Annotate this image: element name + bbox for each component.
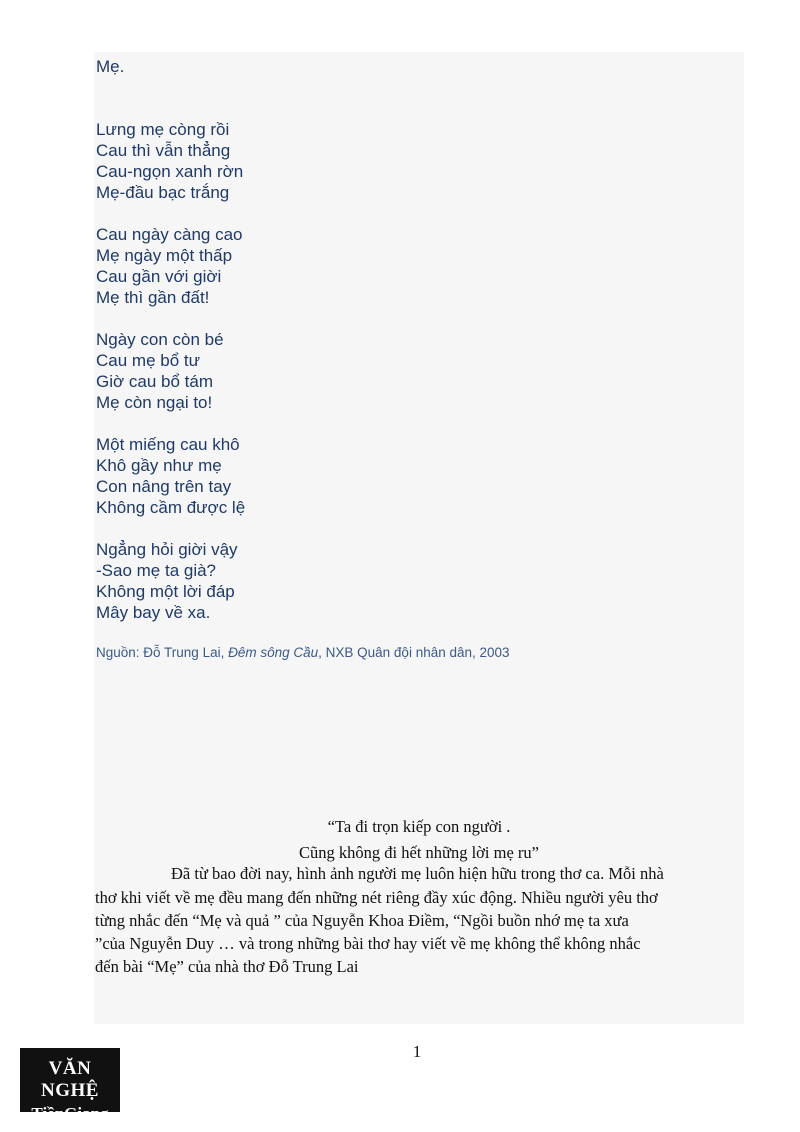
van-nghe-tien-giang-logo [20, 1048, 120, 1123]
poem-line: Cau gần với giời [96, 267, 222, 286]
poem-line: Lưng mẹ còng rồi [96, 120, 230, 139]
logo-line-1: VĂN NGHỆ [41, 1058, 99, 1101]
poem [96, 56, 245, 644]
poem-line: Cau thì vẫn thẳng [96, 141, 231, 160]
poem-source [96, 645, 510, 660]
poem-title: Mẹ. [96, 57, 125, 76]
poem-stanza [96, 329, 245, 413]
poem-stanza [96, 119, 245, 203]
poem-line: Không cầm được lệ [96, 498, 246, 517]
poem-line: Mẹ-đầu bạc trắng [96, 183, 230, 202]
poem-line: Không một lời đáp [96, 582, 235, 601]
source-prefix: Nguồn: Đỗ Trung Lai, [96, 645, 229, 660]
poem-line: Cau-ngọn xanh rờn [96, 162, 244, 181]
poem-line: Khô gầy như mẹ [96, 456, 222, 475]
poem-stanza [96, 434, 245, 518]
poem-line: -Sao mẹ ta già? [96, 561, 217, 580]
essay-line: từng nhắc đến “Mẹ và quả ” của Nguyễn Khoa Điềm, “Ngồi buồn nhớ mẹ ta xưa [95, 911, 629, 930]
poem-line: Ngày con còn bé [96, 330, 224, 349]
essay-line: đến bài “Mẹ” của nhà thơ Đỗ Trung Lai [95, 957, 359, 976]
essay-line: thơ khi viết về mẹ đều mang đến những nét riêng đầy xúc động. Nhiều người yêu thơ [95, 888, 658, 907]
source-suffix: , NXB Quân đội nhân dân, 2003 [318, 645, 510, 660]
epigraph-line-2: Cũng không đi hết những lời mẹ ru” [299, 843, 539, 862]
poem-line: Mẹ thì gần đất! [96, 288, 210, 307]
page-number: 1 [412, 1042, 422, 1061]
essay-line: ”của Nguyễn Duy … và trong những bài thơ hay viết về mẹ không thể không nhắc [95, 934, 641, 953]
poem-line: Mây bay về xa. [96, 603, 211, 622]
logo-line-2: TiềnGiang [31, 1104, 109, 1123]
essay-line: Đã từ bao đời nay, hình ảnh người mẹ luôn hiện hữu trong thơ ca. Mỗi nhà [171, 864, 664, 883]
poem-line: Mẹ còn ngại to! [96, 393, 213, 412]
poem-line: Con nâng trên tay [96, 477, 232, 496]
poem-line: Ngẳng hỏi giời vậy [96, 540, 238, 559]
poem-stanza [96, 539, 245, 623]
poem-line: Cau mẹ bổ tư [96, 351, 200, 370]
poem-line: Một miếng cau khô [96, 435, 240, 454]
poem-line: Cau ngày càng cao [96, 225, 243, 244]
poem-line: Mẹ ngày một thấp [96, 246, 233, 265]
epigraph-line-1: “Ta đi trọn kiếp con người . [327, 817, 511, 836]
source-book-title: Đêm sông Cầu [228, 645, 319, 660]
poem-stanza [96, 224, 245, 308]
poem-line: Giờ cau bổ tám [96, 372, 213, 391]
